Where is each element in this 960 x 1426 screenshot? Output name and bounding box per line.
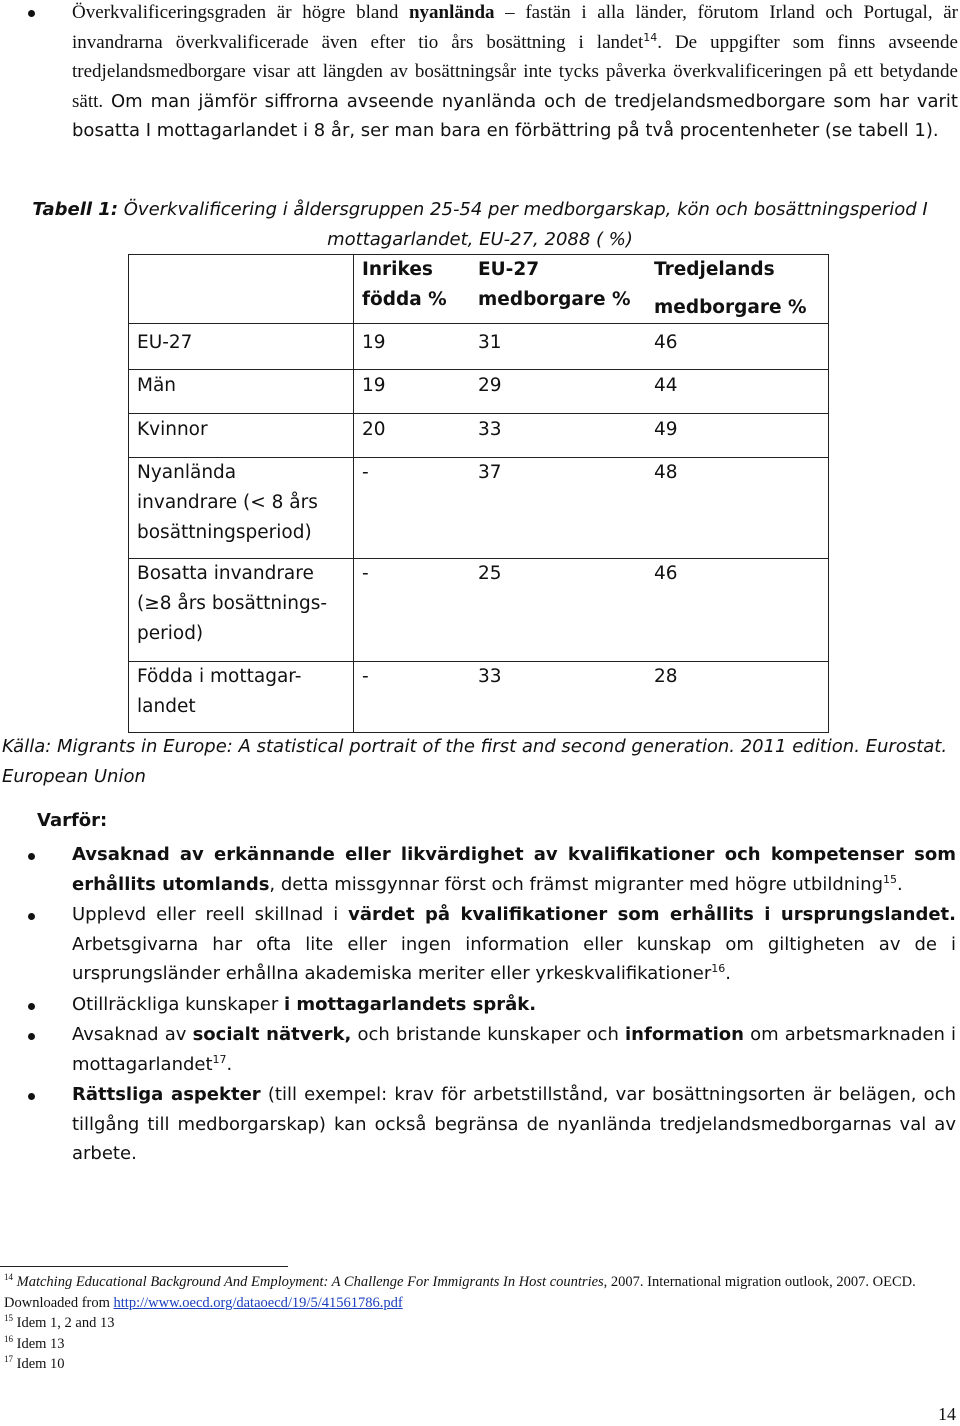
list-item: Avsaknad av socialt nätverk, och bristande kunskaper och information om arbetsmarknaden i mottagarlandet$^{17}$. xyxy=(28,1020,956,1079)
cell-native: 19 xyxy=(354,370,471,414)
row-label: Män xyxy=(129,370,354,414)
intro-bullet xyxy=(28,0,958,146)
caption-text: Överkvalificering i åldersgruppen 25-54 per medborgarskap, kön och bosättningsperiod I mottagarlandet, EU-27, 2088 ( %) xyxy=(118,199,928,250)
list-item: Avsaknad av erkännande eller likvärdighet av kvalifikationer och kompetenser som erhållits utomlands, detta missgynnar först och främst migranter med högre utbildning$^{15}$. xyxy=(28,840,956,899)
cell-eu27: 33 xyxy=(470,414,646,458)
why-heading: Varför: xyxy=(37,810,108,831)
row-label: Kvinnor xyxy=(129,414,354,458)
cell-native: - xyxy=(354,559,471,662)
bullet-icon xyxy=(28,10,35,17)
table-row xyxy=(129,324,829,370)
intro-text-1: Överkvalificeringsgraden är högre bland xyxy=(72,2,409,23)
list-item: Rättsliga aspekter (till exempel: krav för arbetstillstånd, var bosättningsorten är belägen, och tillgång till medborgarskap) kan också begränsa de nyanlända tredjelandsmedborgarnas val av arbete. xyxy=(28,1080,956,1169)
row-label: Nyanlända invandrare (< 8 års bosättningsperiod) xyxy=(129,458,354,559)
table-row xyxy=(129,662,829,733)
footnote-14: $^{14}$ Matching Educational Background And Employment: A Challenge For Immigrants In Host countries, 2007. International migration outlook, 2007. OECD. Downloaded from http://www.oecd.org/dataoecd/19/5/41561786.pdf xyxy=(4,1272,916,1311)
bullet-icon xyxy=(28,1093,35,1100)
intro-text-2: – fastän i alla länder, förutom Irland och Portugal, är invandrarna överkvalificerade även efter tio års bosättning i landet xyxy=(72,2,958,53)
footnote-ref-16: 16 xyxy=(711,962,726,975)
cell-native: 20 xyxy=(354,414,471,458)
caption-label: Tabell 1: xyxy=(32,199,119,220)
row-label: Födda i mottagar- landet xyxy=(129,662,354,733)
bullet-icon xyxy=(28,853,35,860)
cell-third-country: 44 xyxy=(646,370,829,414)
table-caption xyxy=(0,195,960,255)
cell-native: 19 xyxy=(354,324,471,370)
cell-eu27: 37 xyxy=(470,458,646,559)
cell-eu27: 33 xyxy=(470,662,646,733)
table-row xyxy=(129,414,829,458)
row-label: Bosatta invandrare (≥8 års bosättnings- period) xyxy=(129,559,354,662)
header-empty xyxy=(129,255,354,324)
footnote-link[interactable]: http://www.oecd.org/dataoecd/19/5/41561786.pdf xyxy=(113,1294,403,1311)
footnotes xyxy=(4,1272,958,1375)
bullet-icon xyxy=(28,1003,35,1010)
header-native: Inrikes födda % xyxy=(354,255,471,324)
table-row xyxy=(129,370,829,414)
cell-third-country: 49 xyxy=(646,414,829,458)
page-number: 14 xyxy=(938,1404,956,1424)
footnote-17: $^{17}$ Idem 10 xyxy=(4,1354,65,1372)
cell-third-country: 28 xyxy=(646,662,829,733)
intro-text-3: . De uppgifter som finns avseende tredjelandsmedborgare visar att längden av bosättningsår inte tycks påverka överkvalificeringen på ett betydande sätt. xyxy=(72,31,958,112)
bullet-icon xyxy=(28,913,35,920)
cell-third-country: 48 xyxy=(646,458,829,559)
table-row xyxy=(129,559,829,662)
list-item: Otillräckliga kunskaper i mottagarlandets språk. xyxy=(28,990,956,1020)
table-header-row xyxy=(129,255,829,324)
cell-eu27: 29 xyxy=(470,370,646,414)
cell-third-country: 46 xyxy=(646,324,829,370)
cell-native: - xyxy=(354,458,471,559)
header-third-country: Tredjelands medborgare % xyxy=(646,255,829,324)
row-label: EU-27 xyxy=(129,324,354,370)
footnote-16: $^{16}$ Idem 13 xyxy=(4,1333,65,1352)
table-source: Källa: Migrants in Europe: A statistical portrait of the first and second generation. 2011 edition. Eurostat. European Union xyxy=(2,736,948,787)
overqualification-table xyxy=(128,254,829,733)
cell-eu27: 31 xyxy=(470,324,646,370)
cell-native: - xyxy=(354,662,471,733)
intro-text-4: Om man jämför siffrorna avseende nyanlända och de tredjelandsmedborgare som har varit bosatta I mottagarlandet i 8 år, ser man bara en förbättring på två procentenheter (se tabell 1). xyxy=(72,90,958,141)
cell-third-country: 46 xyxy=(646,559,829,662)
cell-eu27: 25 xyxy=(470,559,646,662)
intro-paragraph xyxy=(28,0,958,146)
why-list xyxy=(28,840,956,1169)
footnote-ref-17: 17 xyxy=(212,1052,227,1066)
list-item: Upplevd eller reell skillnad i värdet på kvalifikationer som erhållits i ursprungslandet. Arbetsgivarna har ofta lite eller ingen information eller kunskap om giltigheten av de i ursprungsländer erhållna akademiska meriter eller yrkeskvalifikationer$^{16}$. xyxy=(28,900,956,989)
header-eu27: EU-27 medborgare % xyxy=(470,255,646,324)
intro-bold: nyanlända xyxy=(408,2,495,23)
footnote-divider xyxy=(0,1266,288,1267)
footnote-ref-14: 14 xyxy=(643,30,658,44)
footnote-15: $^{15}$ Idem 1, 2 and 13 xyxy=(4,1313,115,1331)
bullet-icon xyxy=(28,1033,35,1040)
table-row xyxy=(129,458,829,559)
footnote-ref-15: 15 xyxy=(883,872,897,886)
